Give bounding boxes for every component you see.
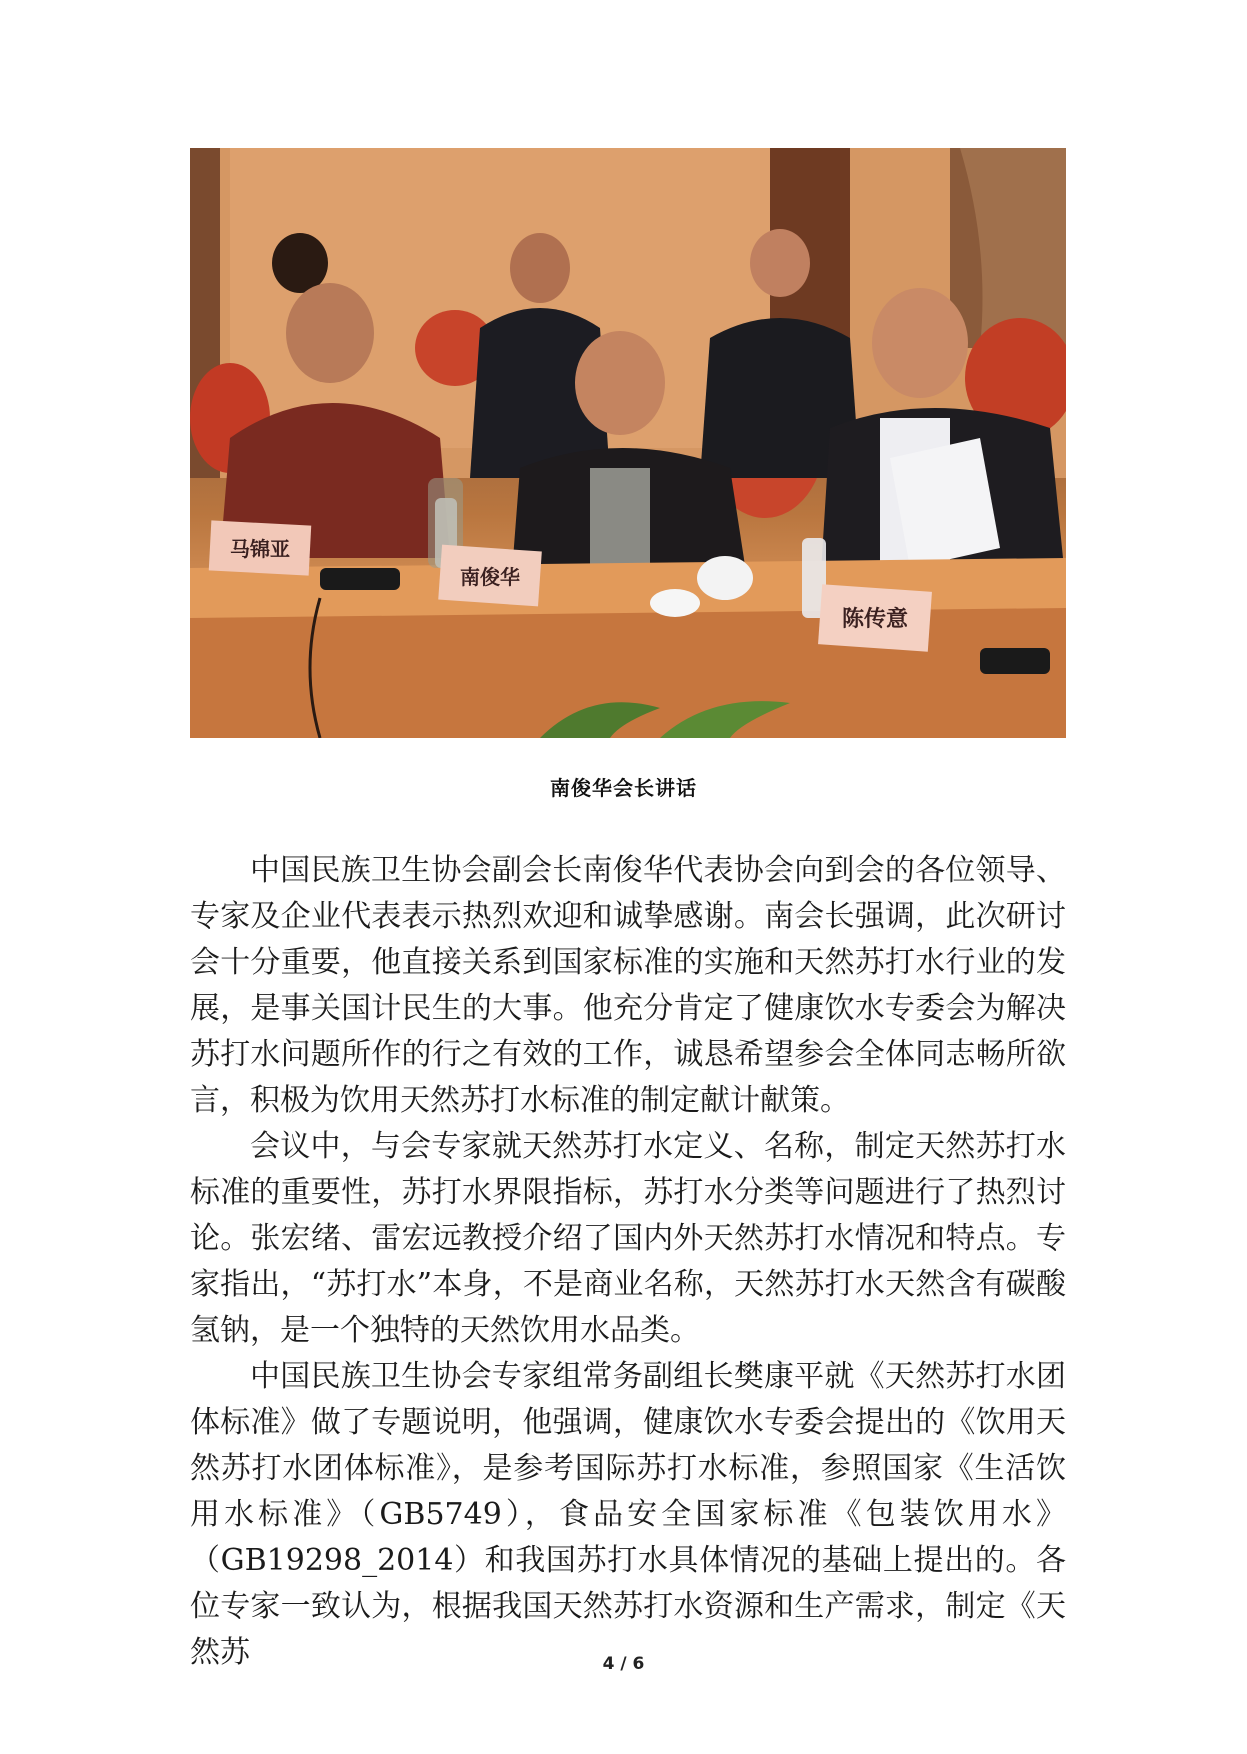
nameplate-1 <box>209 520 311 575</box>
page-number: 4 / 6 <box>602 1654 645 1674</box>
meeting-photo <box>190 148 1066 738</box>
nameplate-2-text: 南俊华 <box>460 565 520 589</box>
nameplate-3-text: 陈传意 <box>841 607 909 632</box>
nameplate-2 <box>438 545 542 607</box>
article-body <box>190 848 1066 1676</box>
nameplate-1-text: 马锦亚 <box>230 537 290 561</box>
nameplate-3 <box>818 584 932 652</box>
paragraph-3: 中国民族卫生协会专家组常务副组长樊康平就《天然苏打水团体标准》做了专题说明，他强调，健康饮水专委会提出的《饮用天然苏打水团体标准》，是参考国际苏打水标准，参照国家《生活饮用水标准》（GB5749），食品安全国家标准《包装饮用水》（GB19298_2014）和我国苏打水具体情况的基础上提出的。各位专家一致认为，根据我国天然苏打水资源和生产需求，制定《天然苏 <box>190 1359 1066 1670</box>
photo-caption: 南俊华会长讲话 <box>550 776 697 800</box>
paragraph-1: 中国民族卫生协会副会长南俊华代表协会向到会的各位领导、专家及企业代表表示热烈欢迎和诚挚感谢。南会长强调，此次研讨会十分重要，他直接关系到国家标准的实施和天然苏打水行业的发展，是事关国计民生的大事。他充分肯定了健康饮水专委会为解决苏打水问题所作的行之有效的工作，诚恳希望参会全体同志畅所欲言，积极为饮用天然苏打水标准的制定献计献策。 <box>190 853 1066 1118</box>
paragraph-2: 会议中，与会专家就天然苏打水定义、名称，制定天然苏打水标准的重要性，苏打水界限指标，苏打水分类等问题进行了热烈讨论。张宏绪、雷宏远教授介绍了国内外天然苏打水情况和特点。专家指出，“苏打水”本身，不是商业名称，天然苏打水天然含有碳酸氢钠，是一个独特的天然饮用水品类。 <box>190 1129 1066 1348</box>
meeting-photo-drawing <box>190 148 1066 738</box>
